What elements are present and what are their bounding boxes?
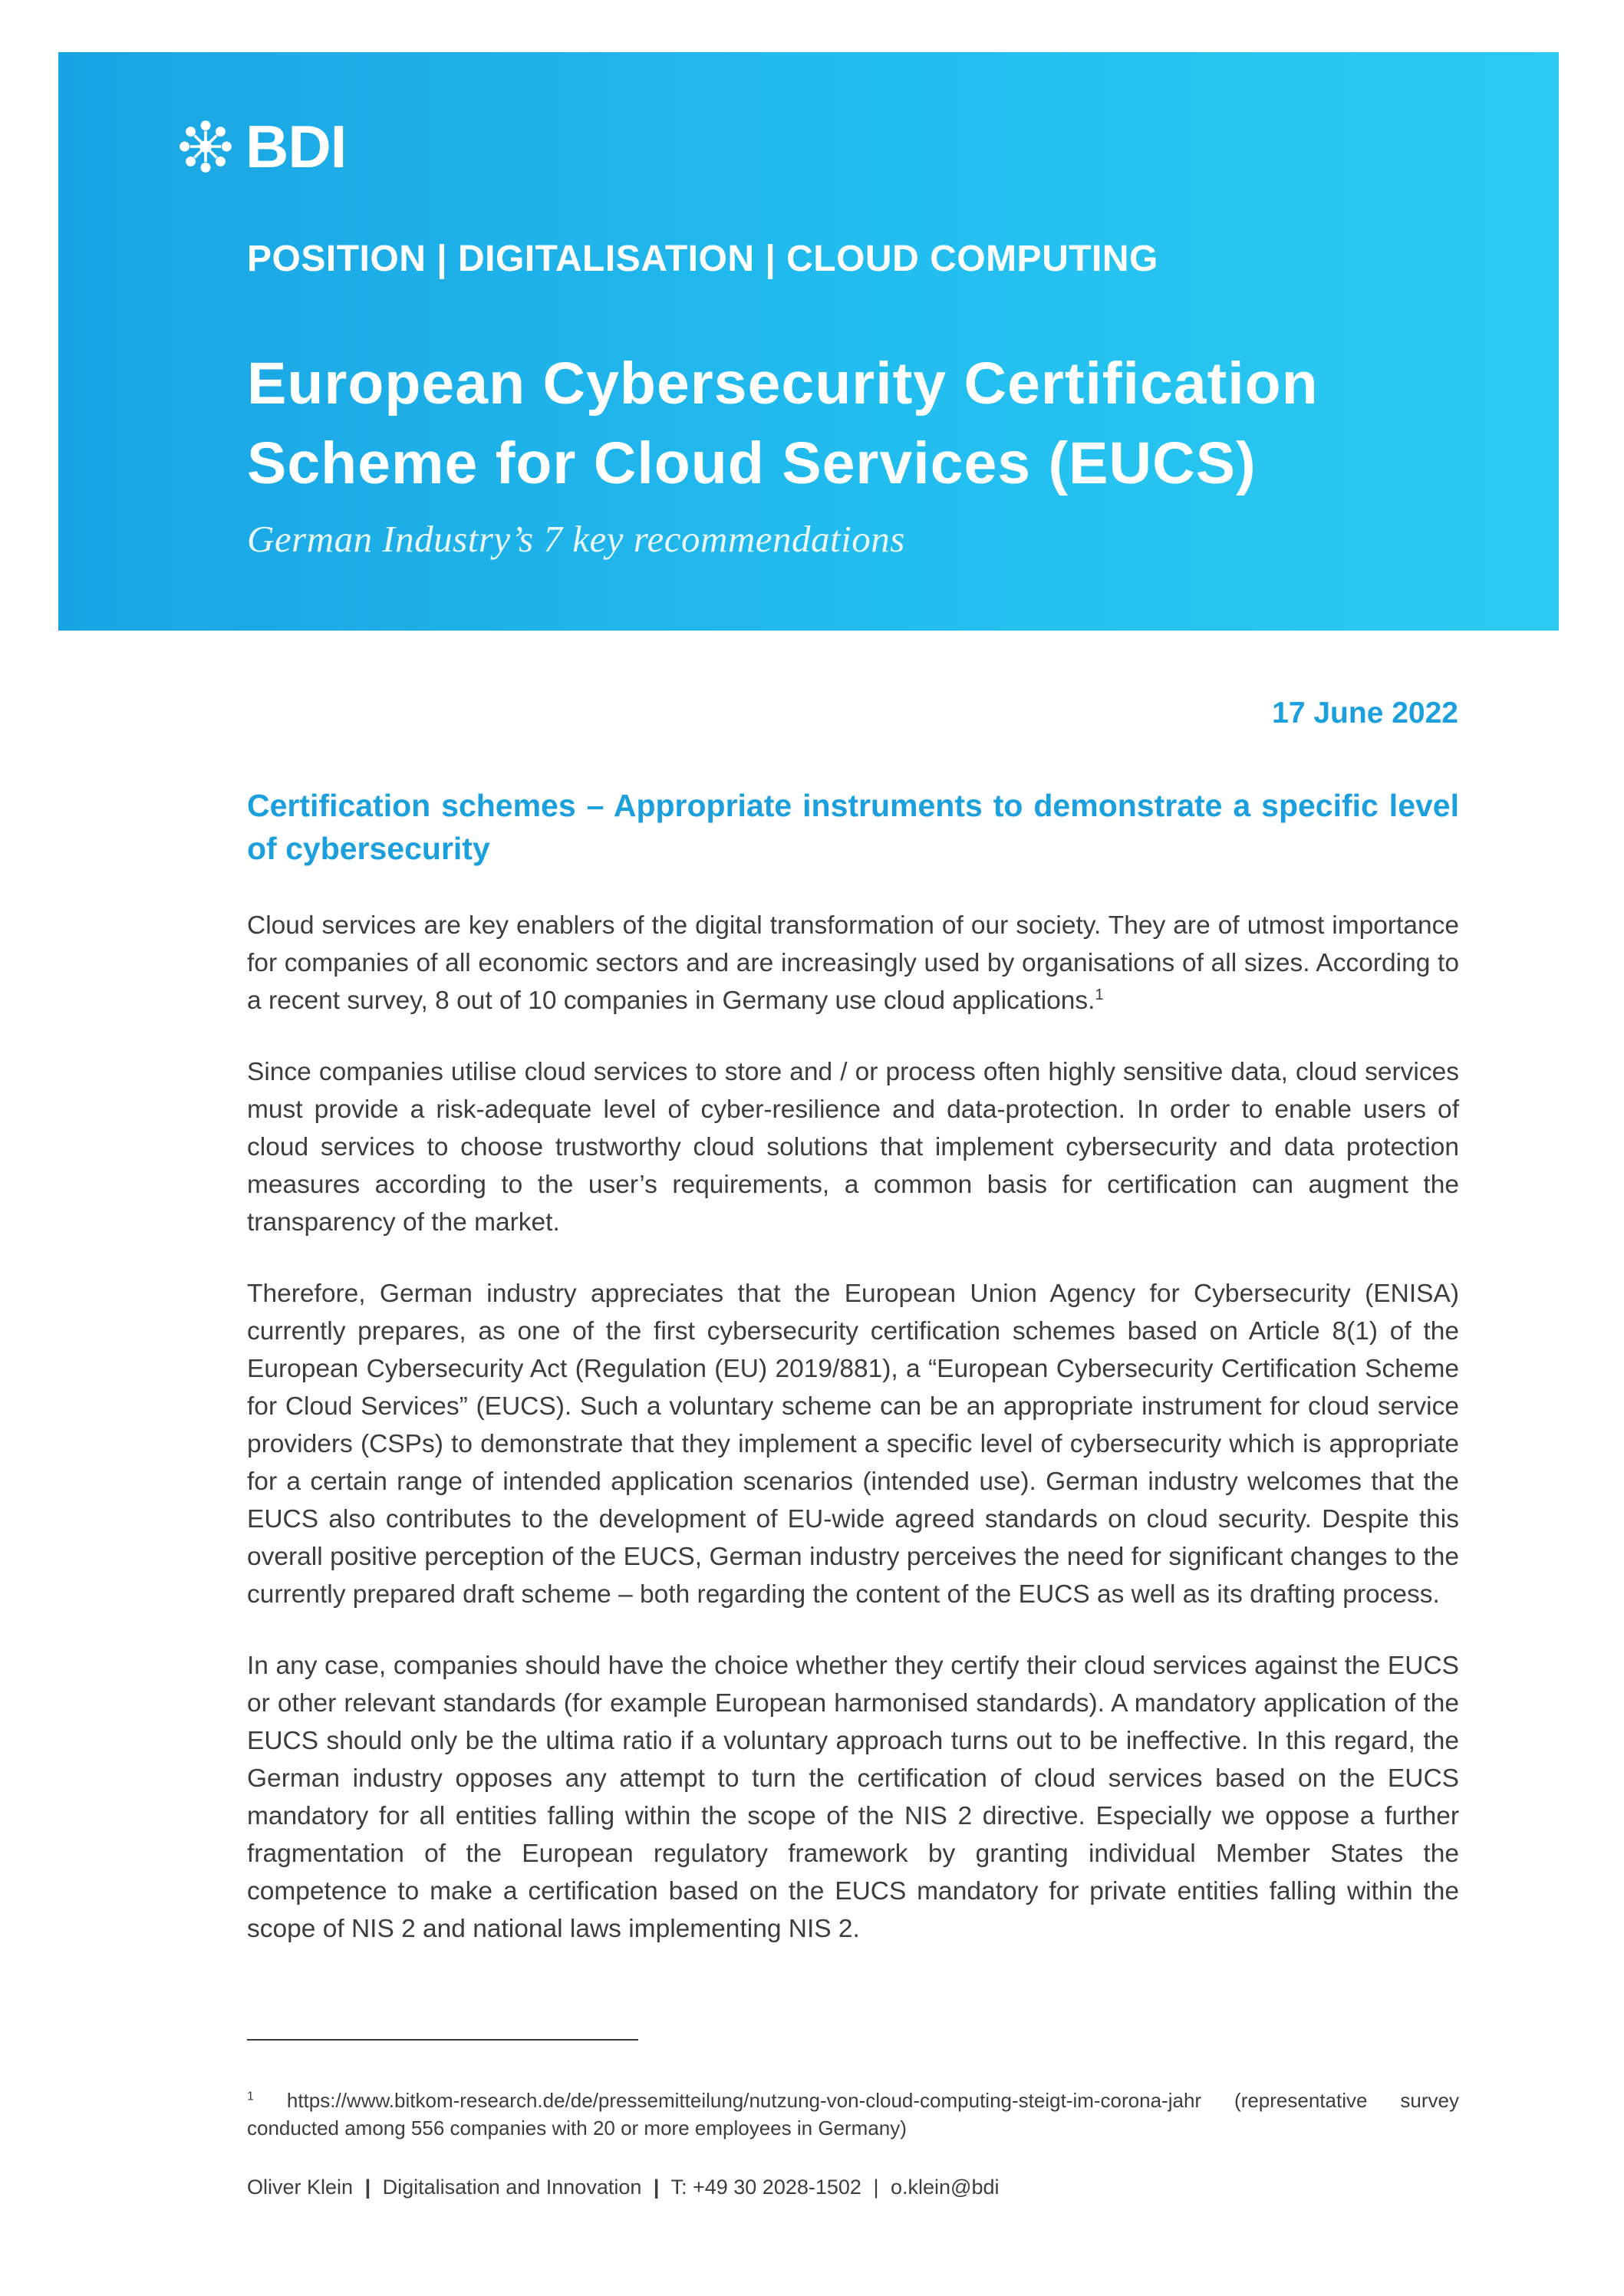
- footnote-number: 1: [247, 2090, 254, 2103]
- footnote: [247, 2087, 1459, 2142]
- footnote-divider: [247, 2039, 638, 2041]
- email-link[interactable]: o.klein@bdi: [890, 2176, 1000, 2199]
- footnote-text: https://www.bitkom-research.de/de/pressemitteilung/nutzung-von-cloud-computing-steigt-im-corona-jahr (representative survey conducted among 556 companies with 20 or more employees in Germany): [247, 2089, 1459, 2140]
- contact-footer: [247, 2176, 999, 2199]
- bdi-logo: [178, 113, 347, 180]
- paragraph: In any case, companies should have the choice whether they certify their cloud services against the EUCS or other relevant standards (for example European harmonised standards). A mandatory application of the EUCS should only be the ultima ratio if a voluntary approach turns out to be ineffective. In this regard, the German industry opposes any attempt to turn the certification of cloud services based on the EUCS mandatory for all entities falling within the scope of the NIS 2 directive. Especially we oppose a further fragmentation of the European regulatory framework by granting individual Member States the competence to make a certification based on the EUCS mandatory for private entities falling within the scope of NIS 2 and national laws implementing NIS 2.: [247, 1652, 1459, 1943]
- title-line-2: Scheme for Cloud Services (EUCS): [247, 430, 1257, 496]
- department: Digitalisation and Innovation: [382, 2176, 642, 2199]
- section-heading: Certification schemes – Appropriate instruments to demonstrate a specific level of cybersecurity: [247, 788, 1459, 866]
- document-subtitle: German Industry’s 7 key recommendations: [247, 518, 905, 560]
- document-title: [247, 344, 1474, 503]
- bdi-emblem-icon: [178, 119, 233, 174]
- paragraph: Therefore, German industry appreciates that the European Union Agency for Cybersecurity (ENISA) currently prepares, as one of the first cybersecurity certification schemes based on Article 8(1) of the European Cybersecurity Act (Regulation (EU) 2019/881), a “European Cybersecurity Certification Scheme for Cloud Services” (EUCS). Such a voluntary scheme can be an appropriate instrument for cloud service providers (CSPs) to demonstrate that they implement a specific level of cybersecurity which is appropriate for a certain range of intended application scenarios (intended use). German industry welcomes that the EUCS also contributes to the development of EU-wide agreed standards on cloud security. Despite this overall positive perception of the EUCS, German industry perceives the need for significant changes to the currently prepared draft scheme – both regarding the content of the EUCS as well as its drafting process.: [247, 1280, 1459, 1609]
- footnote-reference[interactable]: 1: [1095, 986, 1104, 1003]
- document-date: 17 June 2022: [1272, 697, 1458, 730]
- logo-wordmark: BDI: [245, 113, 347, 180]
- separator: |: [653, 2176, 660, 2199]
- title-line-1: European Cybersecurity Certification: [247, 351, 1319, 417]
- separator: |: [364, 2176, 371, 2199]
- paragraph: [247, 907, 1459, 1020]
- paragraph: Since companies utilise cloud services to store and / or process often highly sensitive data, cloud services must provide a risk-adequate level of cyber-resilience and data-protection. In order to enable users of cloud services to choose trustworthy cloud solutions that implement cybersecurity and data protection measures according to the user’s requirements, a common basis for certification can augment the transparency of the market.: [247, 1058, 1459, 1237]
- author-name: Oliver Klein: [247, 2176, 354, 2199]
- separator: |: [873, 2176, 879, 2199]
- phone-number: T: +49 30 2028-1502: [670, 2176, 861, 2199]
- document-category: POSITION | DIGITALISATION | CLOUD COMPUTING: [247, 239, 1158, 279]
- main-content: [247, 784, 1459, 1981]
- paragraph-text: Cloud services are key enablers of the digital transformation of our society. They are of utmost importance for companies of all economic sectors and are increasingly used by organisations of all sizes. According to a recent survey, 8 out of 10 companies in Germany use cloud applications.: [247, 911, 1459, 1015]
